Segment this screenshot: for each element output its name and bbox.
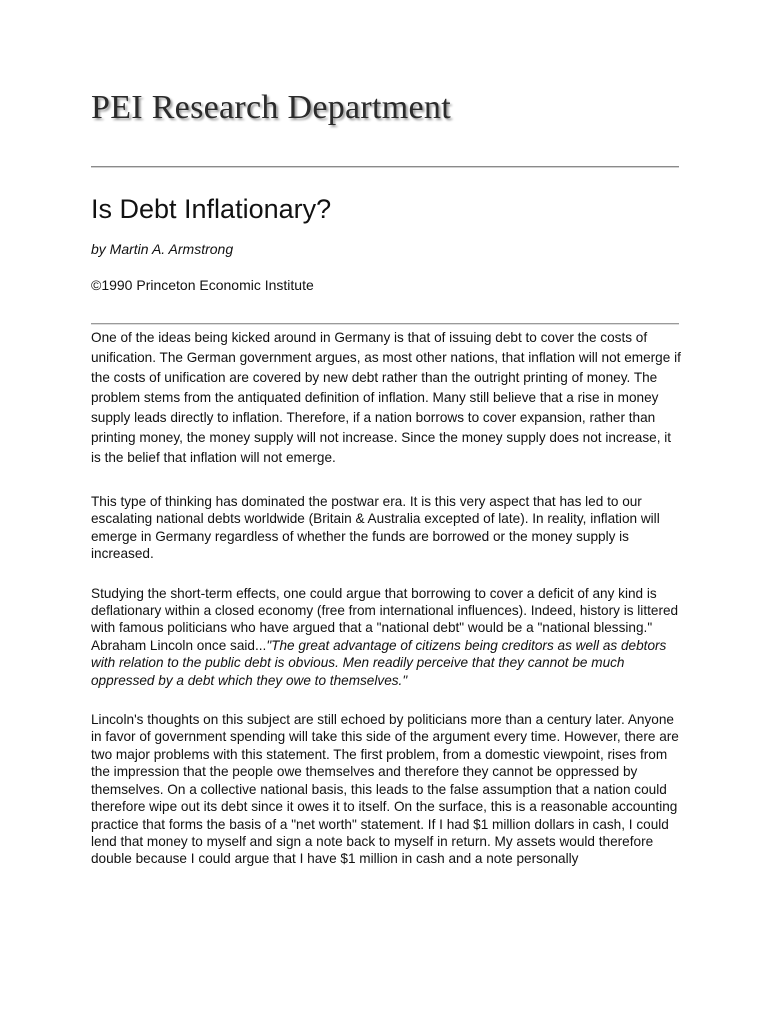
paragraph-1: One of the ideas being kicked around in Germany is that of issuing debt to cover the costs of unification. The German government argues, as most other nations, that inflation will not emerge if the costs of unification are covered by new debt rather than the outright printing of money. The problem stems from the antiquated definition of inflation. Many still believe that a rise in money supply leads directly to inflation. Therefore, if a nation borrows to cover expansion, rather than printing money, the money supply will not increase. Since the money supply does not increase, it is the belief that inflation will not emerge. [91,330,681,465]
section-divider [91,323,679,325]
header-divider [91,166,679,168]
article-title: Is Debt Inflationary? [91,194,332,224]
paragraph-3-text: Studying the short-term effects, one could argue that borrowing to cover a deficit of any kind is deflationary within a closed economy (free from international influences). Indeed, history is littered with famous politicians who have argued that a "national debt" would be a "national blessing." Abraham Lincoln once said... [91,585,679,653]
article-byline: by Martin A. Armstrong [91,241,234,257]
paragraph-3 [91,585,683,689]
article-copyright: ©1990 Princeton Economic Institute [91,277,314,293]
paragraph-2: This type of thinking has dominated the postwar era. It is this very aspect that has led to our escalating national debts worldwide (Britain & Australia excepted of late). In reality, inflation will emerge in Germany regardless of whether the funds are borrowed or the money supply is increased. [91,494,660,562]
paragraph-4: Lincoln's thoughts on this subject are still echoed by politicians more than a century later. Anyone in favor of government spending will take this side of the argument every time. However, there are two major problems with this statement. The first problem, from a domestic viewpoint, rises from the impression that the people owe themselves and therefore they cannot be oppressed by themselves. On a collective national basis, this leads to the false assumption that a nation could therefore wipe out its debt since it owes it to itself. On the surface, this is a reasonable accounting practice that forms the basis of a "net worth" statement. If I had $1 million dollars in cash, I could lend that money to myself and sign a note back to myself in return. My assets would therefore double because I could argue that I have $1 million in cash and a note personally [91,712,679,867]
department-logo: PEI Research Department [91,89,451,126]
article-body [91,328,683,868]
lincoln-quote: "The great advantage of citizens being creditors as well as debtors with relation to the public debt is obvious. Men readily perceive that they cannot be much oppressed by a debt which they owe to themselves." [91,637,667,688]
